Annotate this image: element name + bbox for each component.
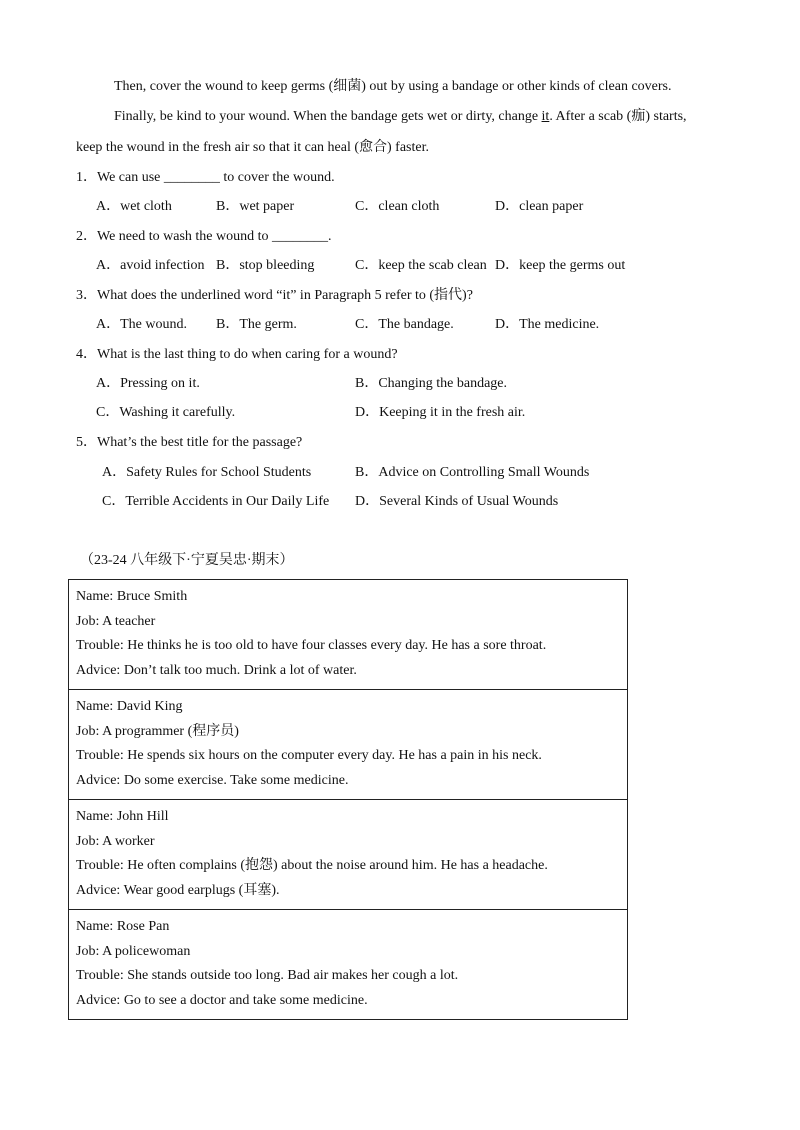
question-5-option-b[interactable]: B．Advice on Controlling Small Wounds: [355, 465, 590, 480]
question-4-stem: 4．What is the last thing to do when caring for a wound?: [76, 347, 398, 362]
cases-table: [68, 579, 628, 1020]
question-2-option-c[interactable]: C．keep the scab clean: [355, 258, 487, 273]
question-1-option-a[interactable]: A．wet cloth: [96, 199, 172, 214]
question-2-option-d[interactable]: D．keep the germs out: [495, 258, 626, 273]
question-1-option-c[interactable]: C．clean cloth: [355, 199, 440, 214]
paragraph-4: Then, cover the wound to keep germs (细菌) out by using a bandage or other kinds of clean covers.: [114, 79, 672, 94]
paragraph-5-line-2: keep the wound in the fresh air so that it can heal (愈合) faster.: [76, 140, 429, 155]
source-label: （23-24 八年级下·宁夏吴忠·期末）: [80, 553, 294, 568]
case-trouble: Trouble: He thinks he is too old to have four classes every day. He has a sore throat.: [76, 638, 547, 653]
question-1-stem: 1．We can use ________ to cover the wound.: [76, 170, 335, 185]
question-1-option-d[interactable]: D．clean paper: [495, 199, 584, 214]
case-trouble: Trouble: He often complains (抱怨) about the noise around him. He has a headache.: [76, 858, 548, 873]
question-4-option-a[interactable]: A．Pressing on it.: [96, 376, 200, 391]
question-2-option-a[interactable]: A．avoid infection: [96, 258, 205, 273]
question-3-option-a[interactable]: A．The wound.: [96, 317, 187, 332]
case-name: Name: David King: [76, 699, 183, 714]
question-2-stem: 2．We need to wash the wound to ________.: [76, 229, 332, 244]
question-3-option-b[interactable]: B．The germ.: [216, 317, 297, 332]
case-name: Name: Rose Pan: [76, 919, 170, 934]
case-advice: Advice: Wear good earplugs (耳塞).: [76, 882, 280, 898]
case-job: Job: A programmer (程序员): [76, 723, 239, 739]
table-row: [69, 910, 628, 1020]
case-advice: Advice: Don’t talk too much. Drink a lot of water.: [76, 662, 357, 678]
case-trouble: Trouble: She stands outside too long. Bad air makes her cough a lot.: [76, 968, 459, 983]
case-job: Job: A policewoman: [76, 943, 191, 959]
table-row: [69, 800, 628, 910]
question-3-stem: 3．What does the underlined word “it” in Paragraph 5 refer to (指代)?: [76, 288, 473, 303]
case-cell-john-hill: [69, 800, 628, 910]
question-5-option-c[interactable]: C．Terrible Accidents in Our Daily Life: [102, 494, 330, 509]
question-3-option-c[interactable]: C．The bandage.: [355, 317, 454, 332]
case-cell-bruce-smith: [69, 580, 628, 690]
case-name: Name: Bruce Smith: [76, 589, 188, 604]
case-cell-rose-pan: [69, 910, 628, 1020]
case-job: Job: A teacher: [76, 613, 156, 629]
paragraph-5-text-a: Finally, be kind to your wound. When the bandage gets wet or dirty, change: [114, 109, 542, 124]
case-job: Job: A worker: [76, 833, 155, 849]
table-row: [69, 580, 628, 690]
table-row: [69, 690, 628, 800]
question-5-stem: 5．What’s the best title for the passage?: [76, 435, 303, 450]
case-trouble: Trouble: He spends six hours on the computer every day. He has a pain in his neck.: [76, 748, 542, 763]
question-5-option-d[interactable]: D．Several Kinds of Usual Wounds: [355, 494, 559, 509]
question-1-option-b[interactable]: B．wet paper: [216, 199, 295, 214]
paragraph-5-line-1: [114, 108, 724, 126]
question-4-option-c[interactable]: C．Washing it carefully.: [96, 405, 236, 420]
question-4-option-d[interactable]: D．Keeping it in the fresh air.: [355, 405, 526, 420]
question-4-option-b[interactable]: B．Changing the bandage.: [355, 376, 508, 391]
question-5-option-a[interactable]: A．Safety Rules for School Students: [102, 465, 312, 480]
underlined-word-it: it: [541, 109, 550, 124]
case-advice: Advice: Go to see a doctor and take some medicine.: [76, 992, 368, 1008]
question-3-option-d[interactable]: D．The medicine.: [495, 317, 600, 332]
paragraph-5-text-b: . After a scab (痂) starts,: [549, 109, 687, 124]
question-2-option-b[interactable]: B．stop bleeding: [216, 258, 315, 273]
case-name: Name: John Hill: [76, 809, 169, 824]
case-advice: Advice: Do some exercise. Take some medicine.: [76, 772, 349, 788]
case-cell-david-king: [69, 690, 628, 800]
